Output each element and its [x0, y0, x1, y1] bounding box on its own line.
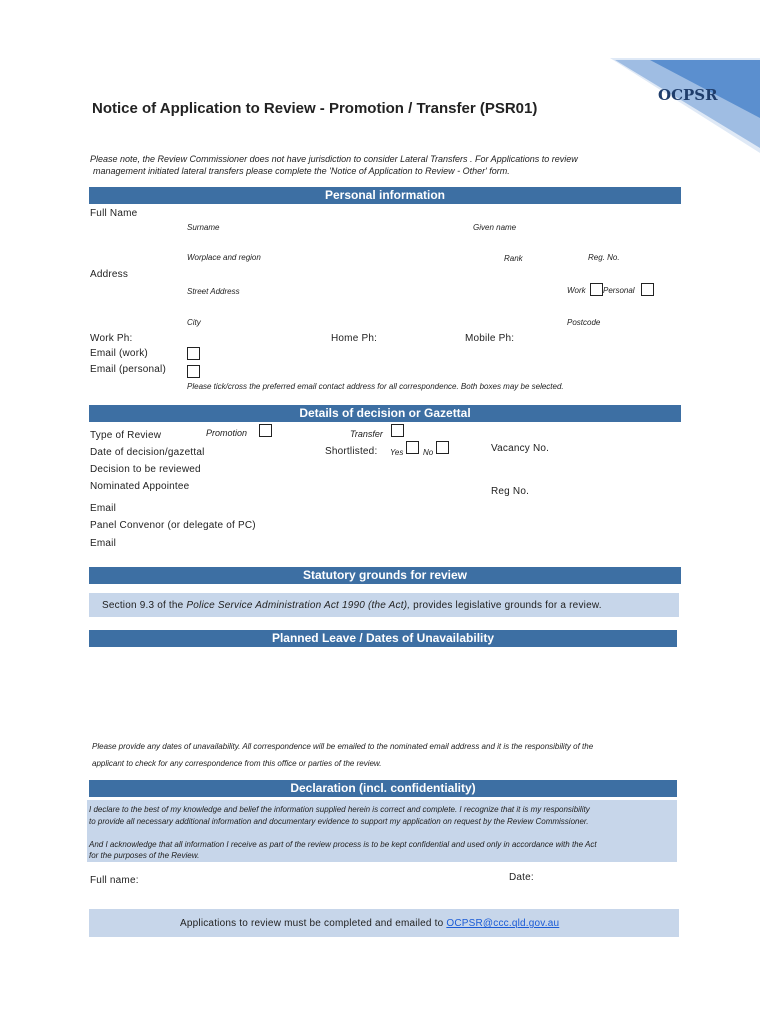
section-leave-heading: Planned Leave / Dates of Unavailability: [89, 630, 677, 647]
postcode-label: Postcode: [567, 318, 601, 327]
shortlisted-yes-label: Yes: [390, 448, 404, 457]
workplace-label: Worplace and region: [187, 253, 261, 262]
street-address-label: Street Address: [187, 287, 240, 296]
work-phone-label: Work Ph:: [90, 333, 133, 344]
transfer-label: Transfer: [350, 429, 383, 439]
statutory-text: [102, 600, 602, 611]
leave-note-line2: applicant to check for any correspondence from this office or parties of the review.: [92, 759, 382, 768]
rank-label: Rank: [504, 254, 523, 263]
section-statutory-heading: Statutory grounds for review: [89, 567, 681, 584]
footer-text: [180, 918, 559, 929]
statutory-text-post: provides legislative grounds for a review.: [410, 600, 602, 611]
email-personal-checkbox[interactable]: [187, 365, 200, 378]
surname-label: Surname: [187, 223, 220, 232]
statutory-act-name: Police Service Administration Act 1990 (the Act),: [186, 600, 411, 611]
home-phone-label: Home Ph:: [331, 333, 378, 344]
footer-email-link[interactable]: OCPSR@ccc.qld.gov.au: [446, 918, 560, 929]
personal-address-checkbox[interactable]: [641, 283, 654, 296]
type-of-review-label: Type of Review: [90, 430, 162, 441]
email-work-checkbox[interactable]: [187, 347, 200, 360]
promotion-checkbox[interactable]: [259, 424, 272, 437]
email-work-label: Email (work): [90, 348, 148, 359]
transfer-checkbox[interactable]: [391, 424, 404, 437]
work-address-label: Work: [567, 286, 586, 295]
promotion-label: Promotion: [206, 428, 248, 438]
shortlisted-no-checkbox[interactable]: [436, 441, 449, 454]
decision-reviewed-label: Decision to be reviewed: [90, 464, 201, 475]
work-address-checkbox[interactable]: [590, 283, 603, 296]
email-tick-note: Please tick/cross the preferred email contact address for all correspondence. Both boxes may be selected.: [187, 382, 564, 391]
leave-note-line1: Please provide any dates of unavailability. All correspondence will be emailed to the nominated email address and it is the responsibility of the: [92, 742, 594, 751]
logo-text: OCPSR: [658, 86, 718, 104]
nominated-appointee-label: Nominated Appointee: [90, 481, 190, 492]
personal-address-label: Personal: [603, 286, 635, 295]
shortlisted-label: Shortlisted:: [325, 446, 378, 457]
appointee-reg-no-label: Reg No.: [491, 486, 530, 497]
date-of-decision-label: Date of decision/gazettal: [90, 447, 205, 458]
page-title: Notice of Application to Review - Promotion / Transfer (PSR01): [92, 100, 538, 117]
statutory-text-pre: Section 9.3 of the: [102, 600, 187, 611]
logo: [610, 58, 760, 153]
address-label: Address: [90, 269, 129, 280]
section-decision-heading: Details of decision or Gazettal: [89, 405, 681, 422]
declaration-para1-line2: to provide all necessary additional information and documentary evidence to support my application on request by the Review Commissioner.: [89, 817, 589, 826]
shortlisted-no-label: No: [423, 448, 434, 457]
section-personal-heading: Personal information: [89, 187, 681, 204]
appointee-email-label: Email: [90, 503, 117, 514]
intro-note-line2: management initiated lateral transfers please complete the 'Notice of Application to Review - Other' form.: [93, 166, 510, 176]
panel-convenor-label: Panel Convenor (or delegate of PC): [90, 520, 256, 531]
intro-note-line1: Please note, the Review Commissioner does not have jurisdiction to consider Lateral Transfers . For Applications to review: [90, 154, 578, 164]
vacancy-no-label: Vacancy No.: [491, 443, 550, 454]
mobile-phone-label: Mobile Ph:: [465, 333, 515, 344]
declaration-para1-line1: I declare to the best of my knowledge and belief the information supplied herein is correct and complete. I recognize that it is my responsibility: [89, 805, 590, 814]
declaration-para2-line1: And I acknowledge that all information I receive as part of the review process is to be kept confidential and used only in accordance with the Act: [89, 840, 597, 849]
email-personal-label: Email (personal): [90, 364, 167, 375]
full-name-label: Full Name: [90, 208, 138, 219]
convenor-email-label: Email: [90, 538, 117, 549]
declaration-para2-line2: for the purposes of the Review.: [89, 851, 200, 860]
reg-no-label: Reg. No.: [588, 253, 620, 262]
given-name-label: Given name: [473, 223, 517, 232]
declaration-date-label: Date:: [509, 872, 534, 883]
section-declaration-heading: Declaration (incl. confidentiality): [89, 780, 677, 797]
footer-instruction: Applications to review must be completed and emailed to: [180, 918, 447, 929]
declaration-full-name-label: Full name:: [90, 875, 139, 886]
logo-graphic: [610, 58, 760, 153]
shortlisted-yes-checkbox[interactable]: [406, 441, 419, 454]
city-label: City: [187, 318, 201, 327]
